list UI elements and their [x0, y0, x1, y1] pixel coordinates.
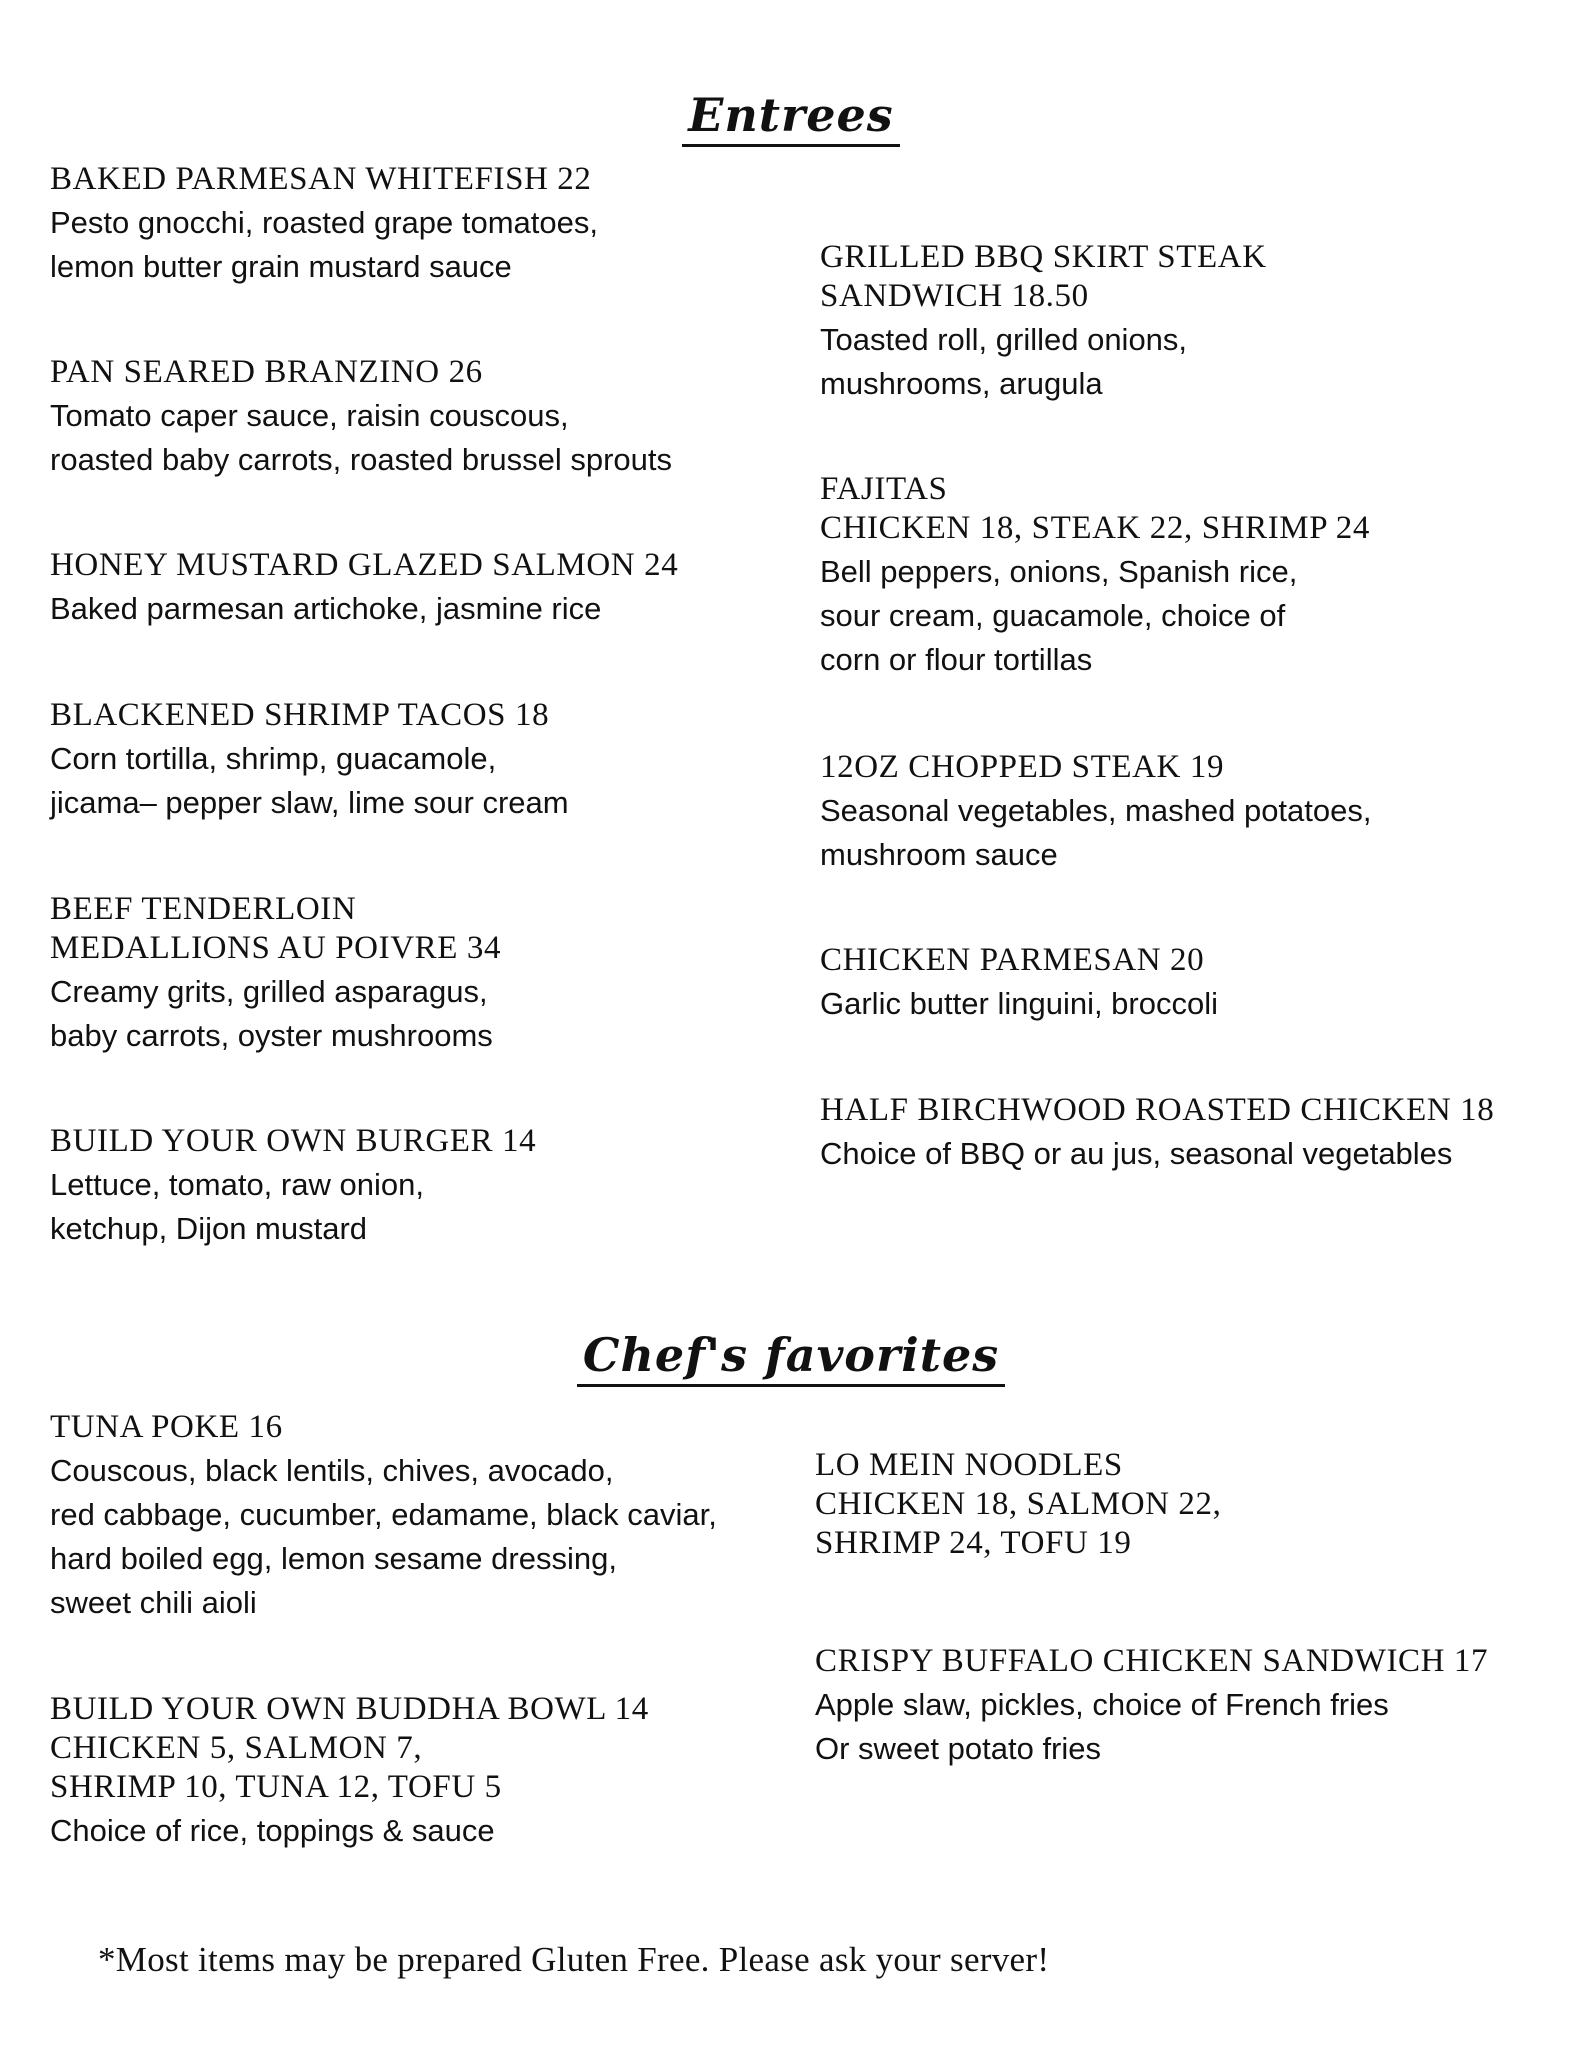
item-name: TUNA POKE 16	[50, 1409, 283, 1445]
item-description: Choice of rice, toppings & sauce	[50, 1813, 495, 1848]
menu-item	[50, 1122, 770, 1251]
menu-item	[815, 1446, 1535, 1565]
item-description: Lettuce, tomato, raw onion, ketchup, Dijon mustard	[50, 1167, 424, 1246]
item-description: Apple slaw, pickles, choice of French fries Or sweet potato fries	[815, 1687, 1389, 1766]
menu-item	[50, 353, 770, 482]
item-description: Couscous, black lentils, chives, avocado, red cabbage, cucumber, edamame, black caviar, hard boiled egg, lemon sesame dressing, sweet chili aioli	[50, 1453, 717, 1620]
item-name: HALF BIRCHWOOD ROASTED CHICKEN 18	[820, 1092, 1495, 1128]
item-name: CRISPY BUFFALO CHICKEN SANDWICH 17	[815, 1643, 1489, 1679]
menu-item	[815, 1642, 1535, 1771]
chefs-favorites-heading	[0, 1328, 1582, 1382]
menu-item	[50, 1690, 770, 1853]
item-name: FAJITAS CHICKEN 18, STEAK 22, SHRIMP 24	[820, 471, 1370, 546]
item-description: Tomato caper sauce, raisin couscous, roasted baby carrots, roasted brussel sprouts	[50, 398, 673, 477]
menu-item	[50, 546, 770, 631]
menu-item	[50, 696, 770, 825]
item-name: HONEY MUSTARD GLAZED SALMON 24	[50, 547, 679, 583]
entrees-heading-text: Entrees	[682, 88, 899, 147]
menu-item	[50, 890, 770, 1058]
menu-item	[820, 941, 1540, 1026]
menu-item	[50, 160, 770, 289]
menu-item	[820, 1091, 1540, 1176]
menu-item	[820, 470, 1540, 682]
item-name: CHICKEN PARMESAN 20	[820, 942, 1205, 978]
item-description: Baked parmesan artichoke, jasmine rice	[50, 591, 602, 626]
menu-item	[820, 238, 1540, 406]
item-name: BEEF TENDERLOIN MEDALLIONS AU POIVRE 34	[50, 891, 502, 966]
item-description: Bell peppers, onions, Spanish rice, sour cream, guacamole, choice of corn or flour tortillas	[820, 554, 1298, 677]
item-name: BLACKENED SHRIMP TACOS 18	[50, 697, 550, 733]
item-description: Garlic butter linguini, broccoli	[820, 986, 1219, 1021]
item-description: Seasonal vegetables, mashed potatoes, mushroom sauce	[820, 793, 1372, 872]
item-name: BUILD YOUR OWN BUDDHA BOWL 14 CHICKEN 5, SALMON 7, SHRIMP 10, TUNA 12, TOFU 5	[50, 1691, 649, 1805]
item-name: BUILD YOUR OWN BURGER 14	[50, 1123, 537, 1159]
gluten-free-footnote: *Most items may be prepared Gluten Free. Please ask your server!	[98, 1940, 1050, 1979]
item-description: Toasted roll, grilled onions, mushrooms, arugula	[820, 322, 1188, 401]
item-name: LO MEIN NOODLES CHICKEN 18, SALMON 22, SHRIMP 24, TOFU 19	[815, 1447, 1222, 1561]
item-description: Creamy grits, grilled asparagus, baby carrots, oyster mushrooms	[50, 974, 493, 1053]
item-description: Corn tortilla, shrimp, guacamole, jicama– pepper slaw, lime sour cream	[50, 741, 569, 820]
item-name: GRILLED BBQ SKIRT STEAK SANDWICH 18.50	[820, 239, 1267, 314]
item-description: Choice of BBQ or au jus, seasonal vegetables	[820, 1136, 1453, 1171]
chefs-favorites-heading-text: Chef's favorites	[577, 1328, 1005, 1387]
menu-item	[50, 1408, 770, 1625]
menu-item	[820, 748, 1540, 877]
item-description: Pesto gnocchi, roasted grape tomatoes, lemon butter grain mustard sauce	[50, 205, 598, 284]
item-name: 12OZ CHOPPED STEAK 19	[820, 749, 1225, 785]
entrees-heading	[0, 88, 1582, 142]
item-name: PAN SEARED BRANZINO 26	[50, 354, 483, 390]
item-name: BAKED PARMESAN WHITEFISH 22	[50, 161, 592, 197]
